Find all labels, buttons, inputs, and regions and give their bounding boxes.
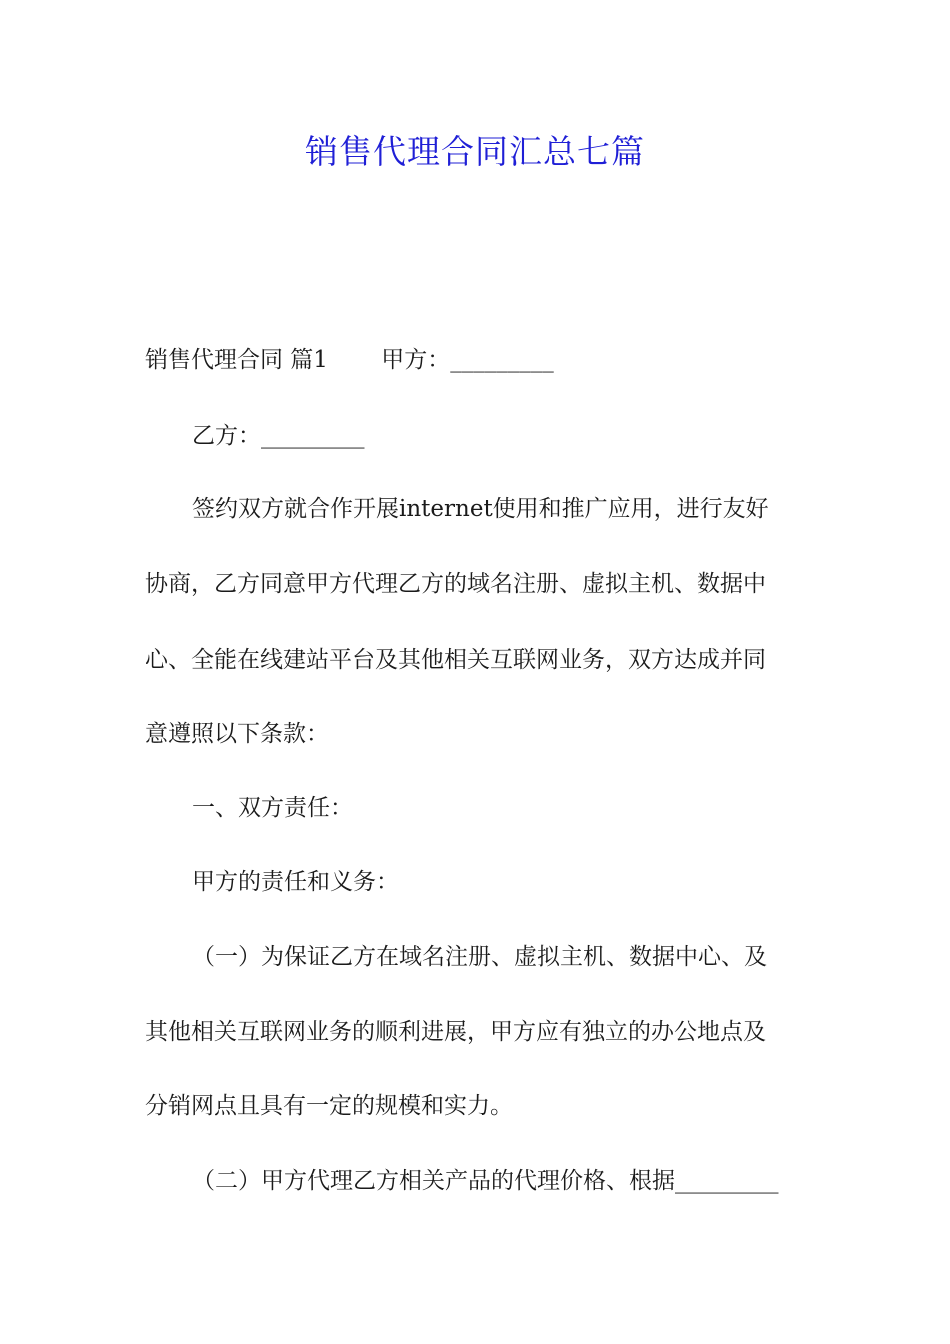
paragraph-line: 其他相关互联网业务的顺利进展，甲方应有独立的办公地点及 xyxy=(145,1019,766,1045)
paragraph-line: 意遵照以下条款： xyxy=(145,721,329,747)
paragraph-line: 乙方：_________ xyxy=(192,423,365,449)
paragraph-line: （二）甲方代理乙方相关产品的代理价格、根据_________ xyxy=(192,1168,779,1194)
paragraph-line: 协商，乙方同意甲方代理乙方的域名注册、虚拟主机、数据中 xyxy=(145,571,766,597)
section-heading: 一、双方责任： xyxy=(192,795,353,821)
paragraph-line: 甲方的责任和义务： xyxy=(192,869,399,895)
paragraph-line: 心、全能在线建站平台及其他相关互联网业务，双方达成并同 xyxy=(145,647,766,673)
paragraph-line: 签约双方就合作开展internet使用和推广应用，进行友好 xyxy=(192,496,769,522)
paragraph-line: 分销网点且具有一定的规模和实力。 xyxy=(145,1093,513,1119)
paragraph-line: 销售代理合同 篇1 甲方：_________ xyxy=(145,347,554,373)
paragraph-line: （一）为保证乙方在域名注册、虚拟主机、数据中心、及 xyxy=(192,944,767,970)
document-title: 销售代理合同汇总七篇 xyxy=(305,132,645,171)
